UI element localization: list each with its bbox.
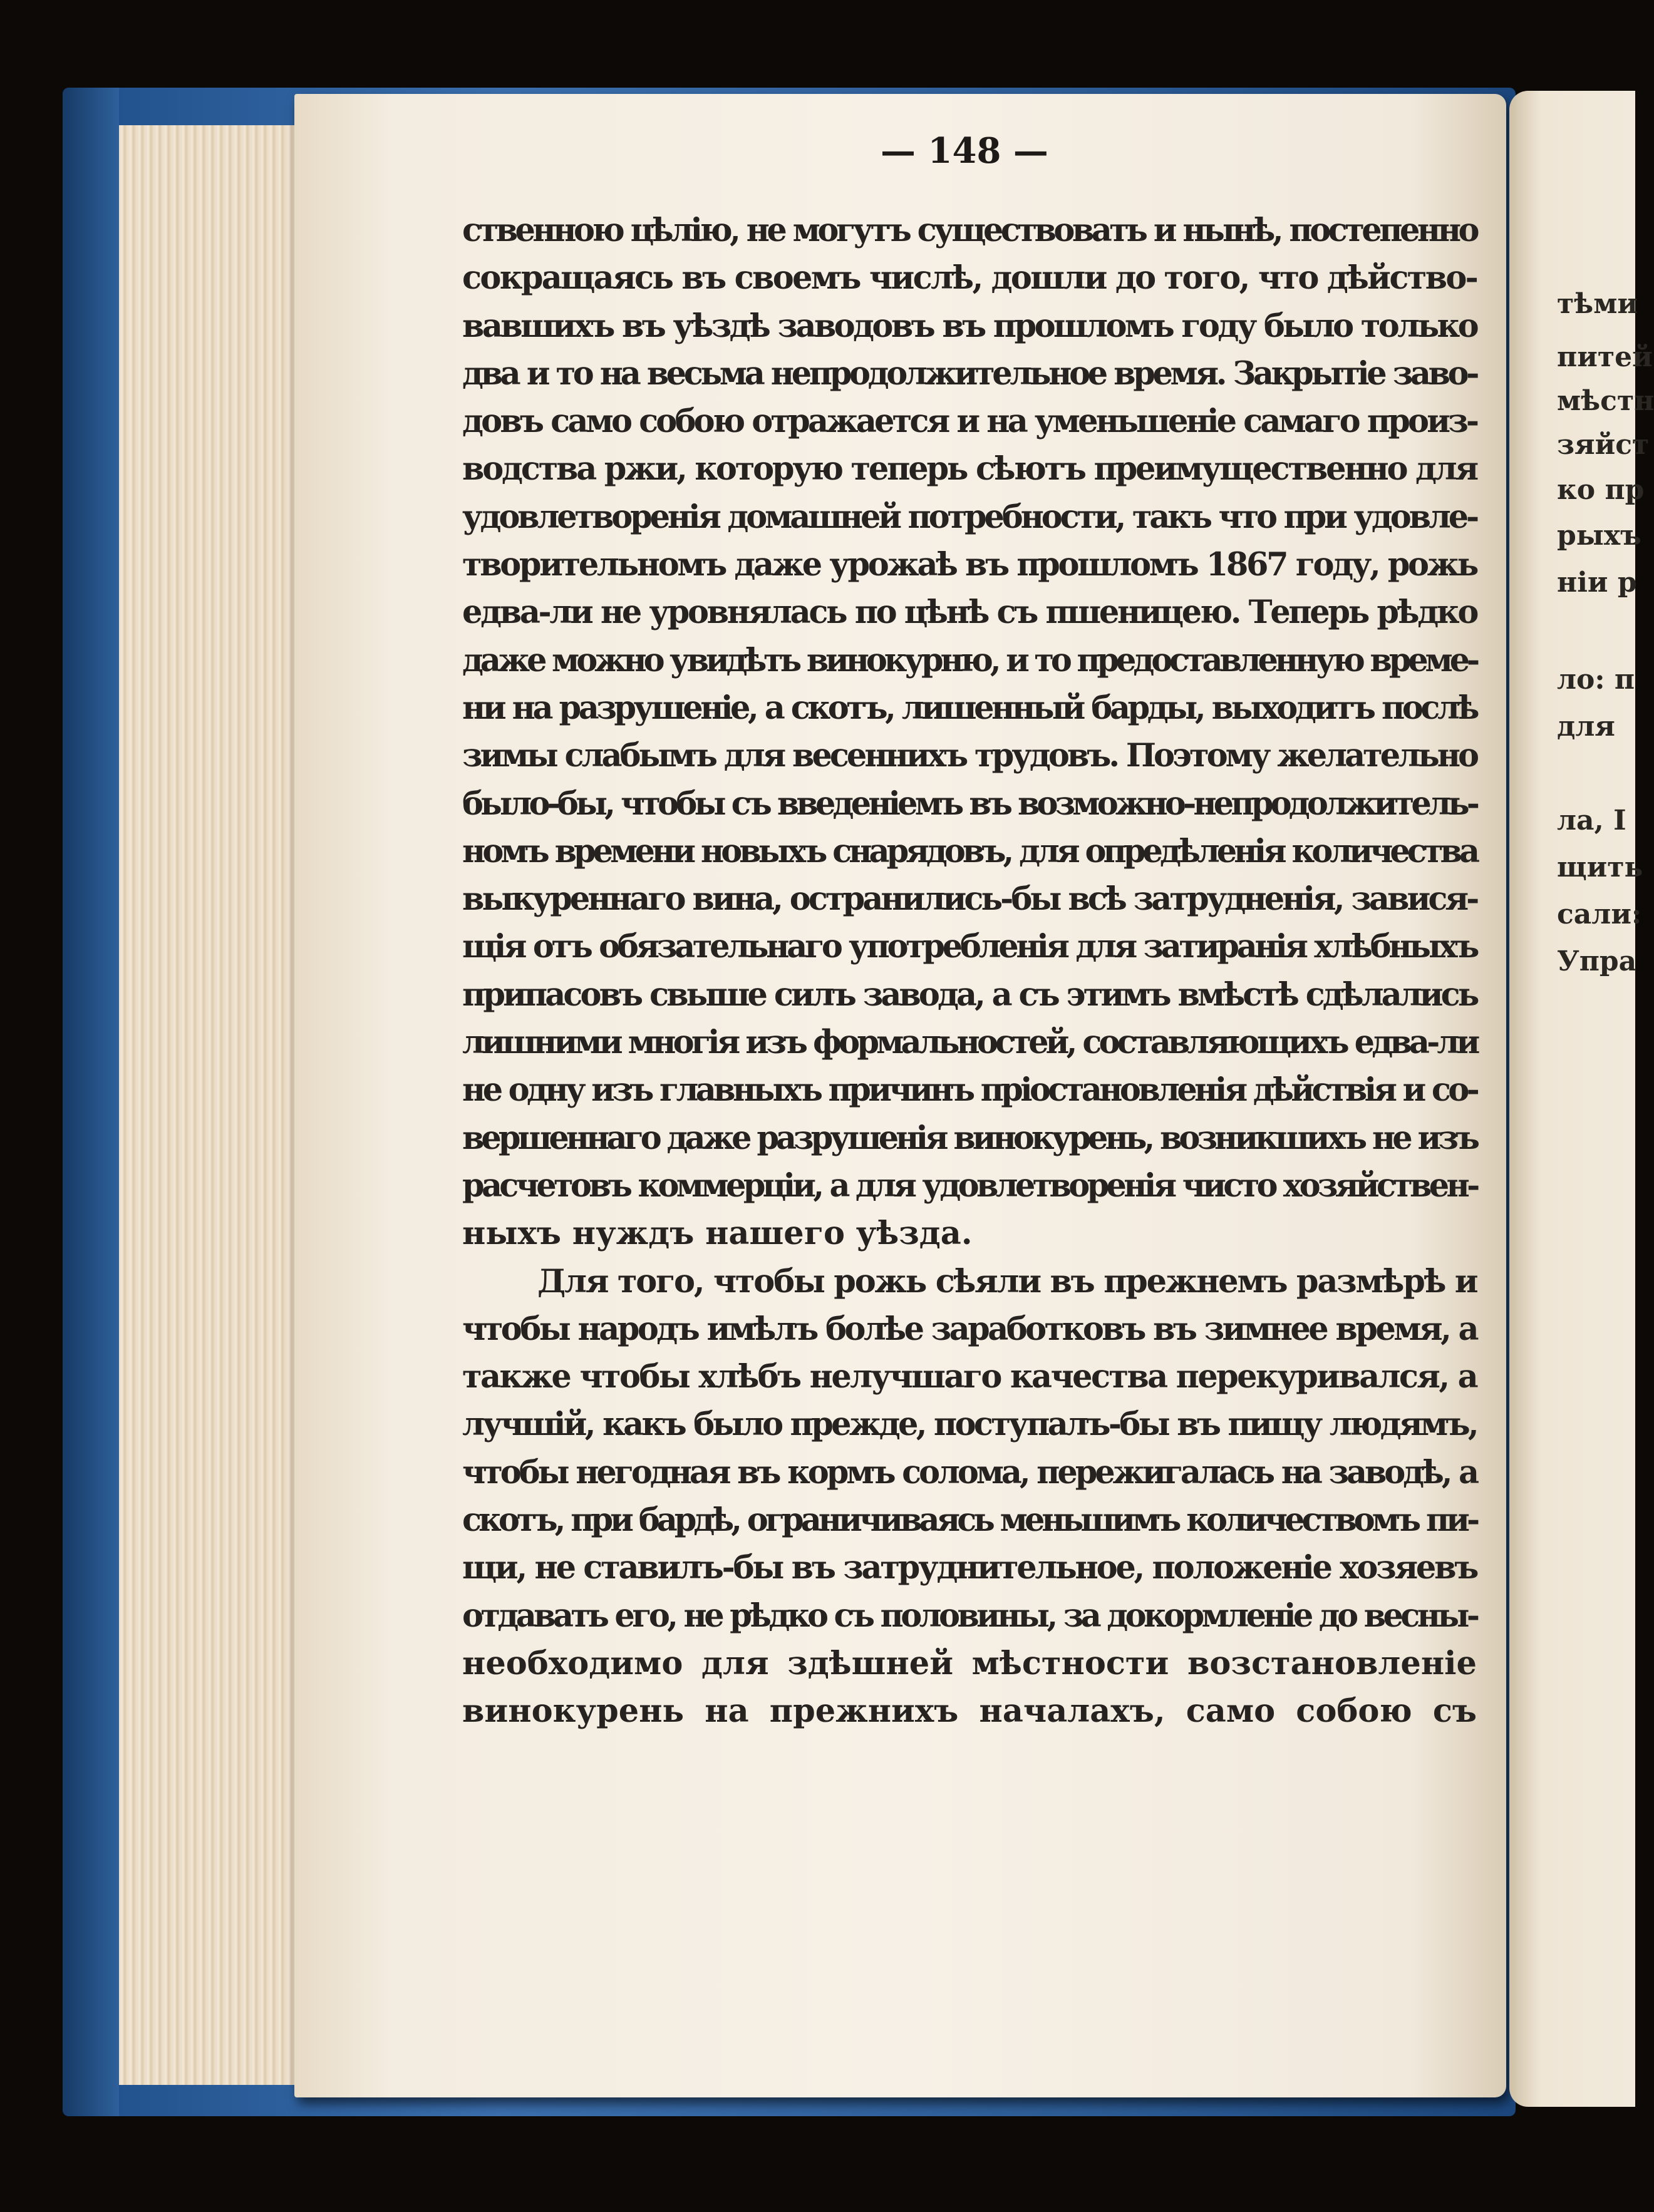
text-line: ни на разрушеніе, а скотъ, лишенный барды, выходитъ послѣ	[462, 689, 1477, 727]
text-line: сокращаясь въ своемъ числѣ, дошли до того, что дѣйство-	[462, 259, 1477, 297]
facing-page-fragment: тѣми	[1557, 288, 1638, 320]
text-line: лучшій, какъ было прежде, поступалъ-бы въ пищу людямъ,	[462, 1406, 1477, 1444]
text-line: также чтобы хлѣбъ нелучшаго качества перекуривался, а	[462, 1358, 1477, 1396]
facing-page-fragment: щить	[1557, 851, 1643, 883]
text-line: творительномъ даже урожаѣ въ прошломъ 1867 году, рожь	[462, 546, 1477, 584]
text-line: довъ само собою отражается и на уменьшеніе самаго произ-	[462, 403, 1477, 441]
text-line: едва-ли не уровнялась по цѣнѣ съ пшеницею. Теперь рѣдко	[462, 594, 1477, 632]
text-line: вершеннаго даже разрушенія винокурень, возникшихъ не изъ	[462, 1119, 1477, 1157]
facing-page-fragment: зяйст	[1557, 429, 1650, 461]
text-line: скотъ, при бардѣ, ограничиваясь меньшимъ количествомъ пи-	[462, 1501, 1477, 1540]
facing-page-fragment: ніи р	[1557, 567, 1637, 599]
facing-page-fragment: ло: п	[1557, 664, 1635, 696]
text-line: два и то на весьма непродолжительное время. Закрытіе заво-	[462, 354, 1477, 393]
text-line: ственною цѣлію, не могутъ существовать и нынѣ, постепенно	[462, 212, 1477, 249]
page-number: — 148 —	[881, 130, 1048, 172]
paragraph-start-line: Для того, чтобы рожь сѣяли въ прежнемъ размѣрѣ и	[537, 1262, 1477, 1300]
text-line: лишними многія изъ формальностей, составляющихъ едва-ли	[462, 1024, 1477, 1062]
page-body-text	[462, 207, 1477, 1736]
facing-page-fragment: мѣстн	[1557, 385, 1654, 417]
paragraph-end-line: ныхъ нуждъ нашего уѣзда.	[462, 1215, 973, 1253]
text-line: припасовъ свыше силъ завода, а съ этимъ вмѣстѣ сдѣлались	[462, 975, 1477, 1014]
text-line: удовлетворенія домашней потребности, такъ что при удовле-	[462, 498, 1477, 536]
text-line: отдавать его, не рѣдко съ половины, за докормленіе до весны-	[462, 1597, 1477, 1635]
text-line: выкуреннаго вина, остранились-бы всѣ затрудненія, завися-	[462, 880, 1477, 918]
facing-page-fragment: ко пр	[1557, 474, 1645, 506]
text-line: необходимо для здѣшней мѣстности возстановленіе	[462, 1644, 1477, 1682]
text-line: вавшихъ въ уѣздѣ заводовъ въ прошломъ году было только	[462, 307, 1477, 345]
facing-page-fragment: для	[1557, 711, 1615, 743]
book-spine	[63, 88, 119, 2116]
facing-page-fragment: питей	[1557, 341, 1653, 373]
text-line: зимы слабымъ для весеннихъ трудовъ. Поэтому желательно	[462, 737, 1477, 775]
text-line: водства ржи, которую теперь сѣютъ преимущественно для	[462, 450, 1477, 488]
facing-page-fragment: ла, I	[1557, 805, 1626, 836]
facing-page-fragment: рыхъ	[1557, 520, 1641, 552]
page-edges	[119, 125, 319, 2085]
text-line: чтобы негодная въ кормъ солома, пережигалась на заводѣ, а	[462, 1453, 1477, 1491]
text-line: щи, не ставилъ-бы въ затруднительное, положеніе хозяевъ	[462, 1549, 1477, 1587]
facing-page-fragment: сали:	[1557, 898, 1642, 930]
text-line: было-бы, чтобы съ введеніемъ въ возможно-непродолжитель-	[462, 784, 1477, 823]
text-line: винокурень на прежнихъ началахъ, само собою съ	[462, 1692, 1477, 1731]
text-line: расчетовъ коммерціи, а для удовлетворенія чисто хозяйствен-	[462, 1166, 1477, 1205]
text-line: не одну изъ главныхъ причинъ пріостановленія дѣйствія и со-	[462, 1071, 1477, 1109]
text-line: чтобы народъ имѣлъ болѣе заработковъ въ зимнее время, а	[462, 1310, 1477, 1348]
text-line: щія отъ обязательнаго употребленія для затиранія хлѣбныхъ	[462, 928, 1477, 966]
text-line: номъ времени новыхъ снарядовъ, для опредѣленія количества	[462, 832, 1477, 870]
text-line: даже можно увидѣть винокурню, и то предоставленную време-	[462, 641, 1477, 679]
facing-page-fragment: Упра	[1557, 945, 1637, 977]
